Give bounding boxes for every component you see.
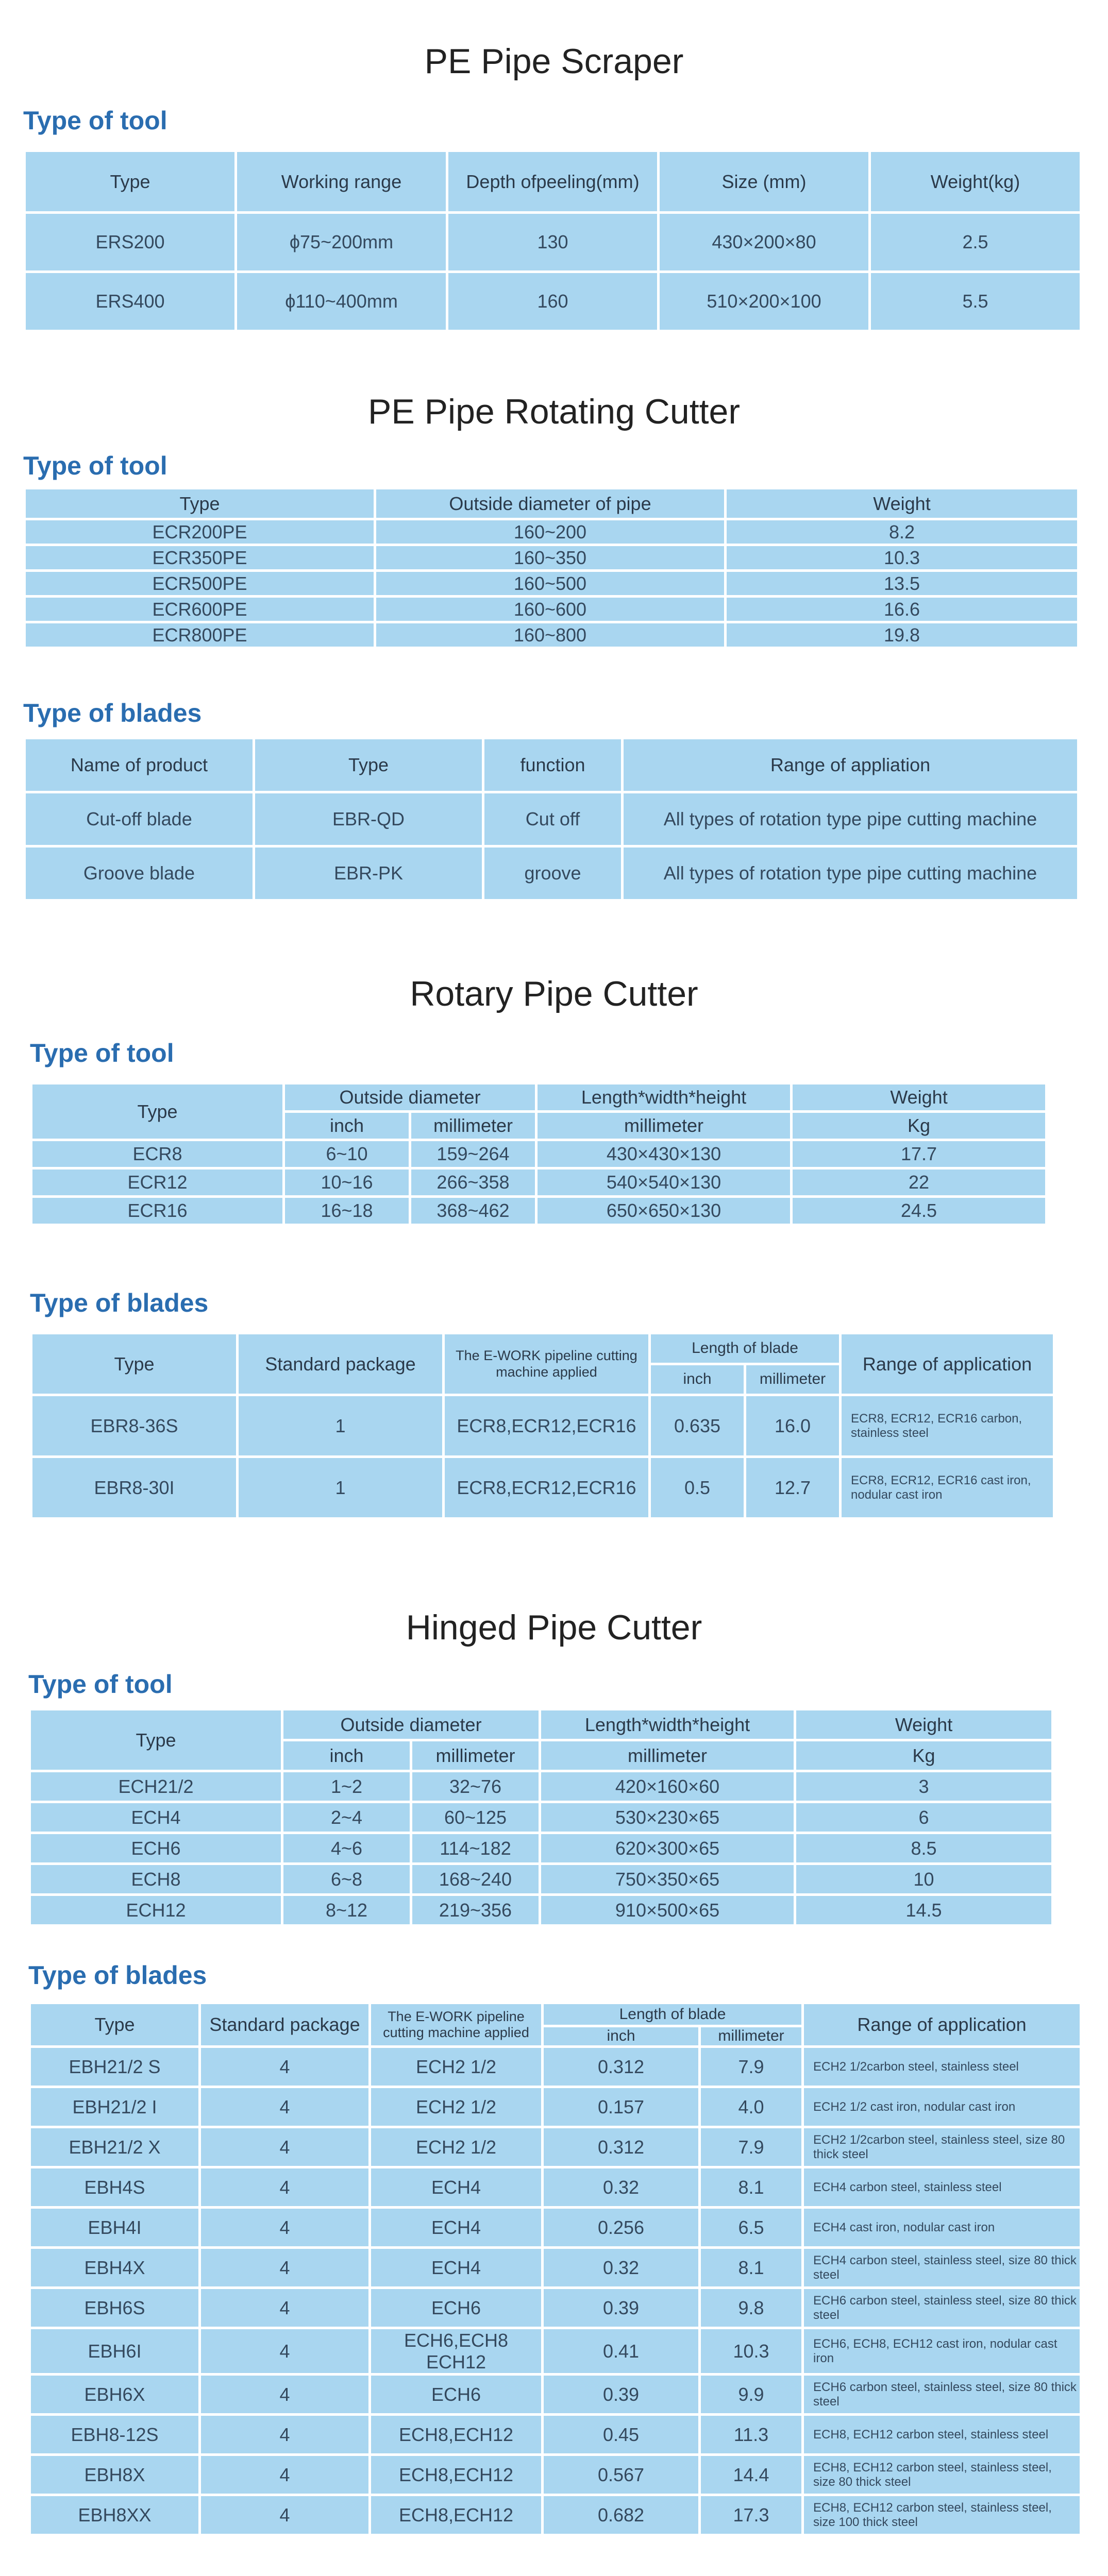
header-type: Type xyxy=(30,1709,282,1771)
cell: 0.312 xyxy=(543,2047,700,2087)
cell: ECH2 1/2 cast iron, nodular cast iron xyxy=(803,2087,1081,2127)
header-mm: millimeter xyxy=(700,2026,803,2047)
rotary-cutter-table xyxy=(30,1082,1048,1226)
cell: 24.5 xyxy=(792,1197,1047,1225)
cell: 0.39 xyxy=(543,2288,700,2328)
cell: ECR16 xyxy=(31,1197,284,1225)
header-package: Standard package xyxy=(200,2003,370,2047)
cell: 160~500 xyxy=(375,571,726,597)
cell: 430×200×80 xyxy=(659,213,870,272)
cell: 5.5 xyxy=(870,272,1081,331)
table-header-row xyxy=(25,738,1079,792)
cell: 4~6 xyxy=(282,1833,411,1864)
cell: ECR8,ECR12,ECR16 xyxy=(444,1395,650,1457)
cell: 9.8 xyxy=(700,2288,803,2328)
rotating-cutter-table xyxy=(23,487,1080,649)
header-lwh-unit: millimeter xyxy=(536,1112,792,1140)
cell: ECH6 xyxy=(370,2375,543,2415)
cell: 219~356 xyxy=(411,1895,540,1926)
cell: 160~200 xyxy=(375,519,726,545)
cell: 7.9 xyxy=(700,2047,803,2087)
cell: 4 xyxy=(200,2208,370,2248)
cell: All types of rotation type pipe cutting machine xyxy=(623,792,1079,846)
cell: 510×200×100 xyxy=(659,272,870,331)
header-type: Type xyxy=(31,1083,284,1140)
header-mm: millimeter xyxy=(410,1112,536,1140)
cell: ECH8, ECH12 carbon steel, stainless steel, size 80 thick steel xyxy=(803,2455,1081,2495)
cell: 8.1 xyxy=(700,2248,803,2288)
table-row xyxy=(30,2328,1081,2375)
table-row xyxy=(30,2047,1081,2087)
cell: 6~8 xyxy=(282,1864,411,1895)
cell: Cut off xyxy=(483,792,623,846)
cell: 9.9 xyxy=(700,2375,803,2415)
cell: Groove blade xyxy=(25,846,254,901)
cell: 17.3 xyxy=(700,2495,803,2535)
hinged-blades-table xyxy=(28,2002,1082,2536)
cell: ECH8,ECH12 xyxy=(370,2455,543,2495)
type-of-tool-heading: Type of tool xyxy=(28,1670,173,1699)
type-of-blades-heading: Type of blades xyxy=(23,699,202,727)
cell: EBH8XX xyxy=(30,2495,200,2535)
cell: 0.45 xyxy=(543,2415,700,2455)
table-row xyxy=(25,571,1079,597)
table-row xyxy=(30,1771,1053,1802)
table-row xyxy=(25,519,1079,545)
header-outside-diameter: Outside diameter of pipe xyxy=(375,488,726,519)
header-weight: Weight xyxy=(792,1083,1047,1112)
table-header-row xyxy=(25,151,1081,213)
cell: ECH4 xyxy=(370,2248,543,2288)
cell: ECR8 xyxy=(31,1140,284,1168)
header-ework: The E-WORK pipeline cutting machine applied xyxy=(370,2003,543,2047)
header-lwh-unit: millimeter xyxy=(540,1740,795,1771)
cell: 4 xyxy=(200,2087,370,2127)
hinged-cutter-table xyxy=(28,1708,1054,1927)
table-row xyxy=(30,2288,1081,2328)
table-row xyxy=(30,2455,1081,2495)
table-row xyxy=(30,1802,1053,1833)
cell: 4 xyxy=(200,2375,370,2415)
cell: 0.312 xyxy=(543,2127,700,2167)
header-lwh: Length*width*height xyxy=(540,1709,795,1740)
cell: ECH2 1/2 xyxy=(370,2087,543,2127)
table-header-row xyxy=(31,1083,1047,1112)
table-header-row xyxy=(31,1333,1054,1364)
cell: EBR-PK xyxy=(254,846,483,901)
cell: ECH2 1/2 xyxy=(370,2047,543,2087)
cell: 0.567 xyxy=(543,2455,700,2495)
cell: 10 xyxy=(795,1864,1053,1895)
cell: 114~182 xyxy=(411,1833,540,1864)
table-row xyxy=(31,1168,1047,1197)
cell: 2~4 xyxy=(282,1802,411,1833)
cell: 160~350 xyxy=(375,545,726,571)
table-row xyxy=(30,2248,1081,2288)
cell: 14.5 xyxy=(795,1895,1053,1926)
cell: ECH8,ECH12 xyxy=(370,2495,543,2535)
cell: ϕ110~400mm xyxy=(236,272,447,331)
header-type: Type xyxy=(25,488,375,519)
header-inch: inch xyxy=(284,1112,410,1140)
cell: 32~76 xyxy=(411,1771,540,1802)
cell: Cut-off blade xyxy=(25,792,254,846)
cell: ECR8, ECR12, ECR16 carbon, stainless steel xyxy=(841,1395,1054,1457)
cell: 16~18 xyxy=(284,1197,410,1225)
type-of-blades-heading: Type of blades xyxy=(30,1289,209,1317)
cell: 8.2 xyxy=(726,519,1079,545)
cell: 16.6 xyxy=(726,597,1079,622)
cell: 7.9 xyxy=(700,2127,803,2167)
cell: EBH21/2 I xyxy=(30,2087,200,2127)
cell: 4.0 xyxy=(700,2087,803,2127)
cell: EBH4S xyxy=(30,2167,200,2208)
cell: ECR12 xyxy=(31,1168,284,1197)
cell: EBR8-36S xyxy=(31,1395,238,1457)
table-row xyxy=(31,1140,1047,1168)
cell: EBH4I xyxy=(30,2208,200,2248)
cell: 17.7 xyxy=(792,1140,1047,1168)
table-row xyxy=(25,597,1079,622)
cell: 13.5 xyxy=(726,571,1079,597)
table-row xyxy=(30,2167,1081,2208)
cell: 6 xyxy=(795,1802,1053,1833)
header-weight: Weight xyxy=(726,488,1079,519)
table-row xyxy=(25,792,1079,846)
header-kg: Kg xyxy=(795,1740,1053,1771)
cell: 8.5 xyxy=(795,1833,1053,1864)
cell: EBH21/2 X xyxy=(30,2127,200,2167)
cell: 0.32 xyxy=(543,2248,700,2288)
table-row xyxy=(31,1457,1054,1519)
header-range: Range of appliation xyxy=(623,738,1079,792)
cell: All types of rotation type pipe cutting machine xyxy=(623,846,1079,901)
rotating-blades-table xyxy=(23,737,1080,902)
cell: 8~12 xyxy=(282,1895,411,1926)
scraper-table xyxy=(23,149,1082,332)
cell: ECH2 1/2 xyxy=(370,2127,543,2167)
cell: 0.256 xyxy=(543,2208,700,2248)
cell: ECH6 xyxy=(30,1833,282,1864)
cell: 6~10 xyxy=(284,1140,410,1168)
cell: 4 xyxy=(200,2495,370,2535)
cell: 168~240 xyxy=(411,1864,540,1895)
table-header-row xyxy=(30,2003,1081,2026)
cell: ECH8,ECH12 xyxy=(370,2415,543,2455)
cell: EBH21/2 S xyxy=(30,2047,200,2087)
cell: 14.4 xyxy=(700,2455,803,2495)
cell: 266~358 xyxy=(410,1168,536,1197)
cell: ECR800PE xyxy=(25,622,375,648)
header-name: Name of product xyxy=(25,738,254,792)
cell: 6.5 xyxy=(700,2208,803,2248)
cell: 0.32 xyxy=(543,2167,700,2208)
table-row xyxy=(30,1864,1053,1895)
header-weight: Weight xyxy=(795,1709,1053,1740)
table-row xyxy=(30,2208,1081,2248)
cell: 420×160×60 xyxy=(540,1771,795,1802)
cell: 159~264 xyxy=(410,1140,536,1168)
header-working-range: Working range xyxy=(236,151,447,213)
header-lwh: Length*width*height xyxy=(536,1083,792,1112)
cell: 530×230×65 xyxy=(540,1802,795,1833)
cell: ECR8, ECR12, ECR16 cast iron, nodular cast iron xyxy=(841,1457,1054,1519)
table-row xyxy=(31,1197,1047,1225)
cell: 910×500×65 xyxy=(540,1895,795,1926)
cell: 0.39 xyxy=(543,2375,700,2415)
header-package: Standard package xyxy=(238,1333,444,1395)
table-row xyxy=(30,2087,1081,2127)
cell: 750×350×65 xyxy=(540,1864,795,1895)
header-ework: The E-WORK pipeline cutting machine applied xyxy=(444,1333,650,1395)
header-length: Length of blade xyxy=(650,1333,841,1364)
header-range: Range of application xyxy=(803,2003,1081,2047)
table-row xyxy=(25,846,1079,901)
cell: 620×300×65 xyxy=(540,1833,795,1864)
cell: 0.635 xyxy=(650,1395,745,1457)
header-length: Length of blade xyxy=(543,2003,803,2026)
header-type: Type xyxy=(31,1333,238,1395)
cell: EBH6X xyxy=(30,2375,200,2415)
table-row xyxy=(30,2415,1081,2455)
header-inch: inch xyxy=(543,2026,700,2047)
cell: 0.5 xyxy=(650,1457,745,1519)
cell: 16.0 xyxy=(745,1395,841,1457)
cell: 60~125 xyxy=(411,1802,540,1833)
cell: 4 xyxy=(200,2127,370,2167)
cell: ECH4 xyxy=(370,2167,543,2208)
header-type: Type xyxy=(30,2003,200,2047)
cell: ECR500PE xyxy=(25,571,375,597)
cell: ECH8 xyxy=(30,1864,282,1895)
header-depth: Depth ofpeeling(mm) xyxy=(447,151,659,213)
cell: EBH4X xyxy=(30,2248,200,2288)
section-title-rotary-pipe-cutter: Rotary Pipe Cutter xyxy=(410,974,698,1013)
cell: 368~462 xyxy=(410,1197,536,1225)
cell: ECH4 carbon steel, stainless steel xyxy=(803,2167,1081,2208)
table-row xyxy=(31,1395,1054,1457)
cell: 1 xyxy=(238,1457,444,1519)
cell: 12.7 xyxy=(745,1457,841,1519)
cell: 0.157 xyxy=(543,2087,700,2127)
type-of-tool-heading: Type of tool xyxy=(23,106,167,135)
cell: 130 xyxy=(447,213,659,272)
cell: ECH2 1/2carbon steel, stainless steel, size 80 thick steel xyxy=(803,2127,1081,2167)
cell: ECH2 1/2carbon steel, stainless steel xyxy=(803,2047,1081,2087)
cell: 4 xyxy=(200,2455,370,2495)
header-inch: inch xyxy=(282,1740,411,1771)
cell: EBH6S xyxy=(30,2288,200,2328)
cell: EBR8-30I xyxy=(31,1457,238,1519)
cell: 2.5 xyxy=(870,213,1081,272)
cell: 10.3 xyxy=(700,2328,803,2375)
cell: ECR600PE xyxy=(25,597,375,622)
cell: 0.41 xyxy=(543,2328,700,2375)
table-row xyxy=(25,545,1079,571)
cell: 4 xyxy=(200,2328,370,2375)
cell: 160~800 xyxy=(375,622,726,648)
table-row xyxy=(30,1895,1053,1926)
cell: 10.3 xyxy=(726,545,1079,571)
table-row xyxy=(30,2495,1081,2535)
header-mm: millimeter xyxy=(745,1364,841,1395)
table-header-row xyxy=(25,488,1079,519)
cell: EBH6I xyxy=(30,2328,200,2375)
table-header-row xyxy=(30,1709,1053,1740)
cell: ϕ75~200mm xyxy=(236,213,447,272)
cell: ECH6, ECH8, ECH12 cast iron, nodular cast iron xyxy=(803,2328,1081,2375)
cell: ECH12 xyxy=(30,1895,282,1926)
cell: ECH4 xyxy=(30,1802,282,1833)
cell: 430×430×130 xyxy=(536,1140,792,1168)
table-row xyxy=(30,1833,1053,1864)
cell: ECH6 xyxy=(370,2288,543,2328)
cell: 4 xyxy=(200,2047,370,2087)
header-inch: inch xyxy=(650,1364,745,1395)
cell: ECH6 carbon steel, stainless steel, size 80 thick steel xyxy=(803,2375,1081,2415)
section-title-pe-pipe-rotating-cutter: PE Pipe Rotating Cutter xyxy=(368,392,740,431)
cell: 540×540×130 xyxy=(536,1168,792,1197)
cell: 1 xyxy=(238,1395,444,1457)
header-type: Type xyxy=(254,738,483,792)
header-outside-diameter: Outside diameter xyxy=(282,1709,540,1740)
type-of-tool-heading: Type of tool xyxy=(23,451,167,480)
header-weight: Weight(kg) xyxy=(870,151,1081,213)
type-of-tool-heading: Type of tool xyxy=(30,1039,174,1067)
cell: 19.8 xyxy=(726,622,1079,648)
cell: ERS400 xyxy=(25,272,236,331)
section-title-pe-pipe-scraper: PE Pipe Scraper xyxy=(424,42,684,81)
cell: 4 xyxy=(200,2167,370,2208)
cell: ECR200PE xyxy=(25,519,375,545)
cell: 650×650×130 xyxy=(536,1197,792,1225)
cell: ECH21/2 xyxy=(30,1771,282,1802)
header-size: Size (mm) xyxy=(659,151,870,213)
cell: ECH8, ECH12 carbon steel, stainless steel xyxy=(803,2415,1081,2455)
cell: EBR-QD xyxy=(254,792,483,846)
table-row xyxy=(25,213,1081,272)
cell: ECH4 xyxy=(370,2208,543,2248)
table-row xyxy=(25,272,1081,331)
section-title-hinged-pipe-cutter: Hinged Pipe Cutter xyxy=(406,1608,702,1647)
cell: groove xyxy=(483,846,623,901)
header-range: Range of application xyxy=(841,1333,1054,1395)
cell: 0.682 xyxy=(543,2495,700,2535)
header-mm: millimeter xyxy=(411,1740,540,1771)
header-kg: Kg xyxy=(792,1112,1047,1140)
table-row xyxy=(30,2127,1081,2167)
header-outside-diameter: Outside diameter xyxy=(284,1083,536,1112)
cell: 4 xyxy=(200,2248,370,2288)
cell: 4 xyxy=(200,2415,370,2455)
table-row xyxy=(25,622,1079,648)
cell: EBH8X xyxy=(30,2455,200,2495)
rotary-blades-table xyxy=(30,1332,1055,1520)
cell: 11.3 xyxy=(700,2415,803,2455)
header-type: Type xyxy=(25,151,236,213)
cell: 4 xyxy=(200,2288,370,2328)
cell: 8.1 xyxy=(700,2167,803,2208)
cell: 3 xyxy=(795,1771,1053,1802)
cell: 1~2 xyxy=(282,1771,411,1802)
table-row xyxy=(30,2375,1081,2415)
cell: ECH8, ECH12 carbon steel, stainless steel, size 100 thick steel xyxy=(803,2495,1081,2535)
cell: 22 xyxy=(792,1168,1047,1197)
cell: ERS200 xyxy=(25,213,236,272)
cell: ECH4 cast iron, nodular cast iron xyxy=(803,2208,1081,2248)
cell: EBH8-12S xyxy=(30,2415,200,2455)
cell: ECR8,ECR12,ECR16 xyxy=(444,1457,650,1519)
type-of-blades-heading: Type of blades xyxy=(28,1961,207,1990)
cell: 10~16 xyxy=(284,1168,410,1197)
header-function: function xyxy=(483,738,623,792)
cell: ECH6,ECH8 ECH12 xyxy=(370,2328,543,2375)
cell: ECH6 carbon steel, stainless steel, size 80 thick steel xyxy=(803,2288,1081,2328)
cell: ECR350PE xyxy=(25,545,375,571)
cell: ECH4 carbon steel, stainless steel, size 80 thick steel xyxy=(803,2248,1081,2288)
cell: 160 xyxy=(447,272,659,331)
cell: 160~600 xyxy=(375,597,726,622)
